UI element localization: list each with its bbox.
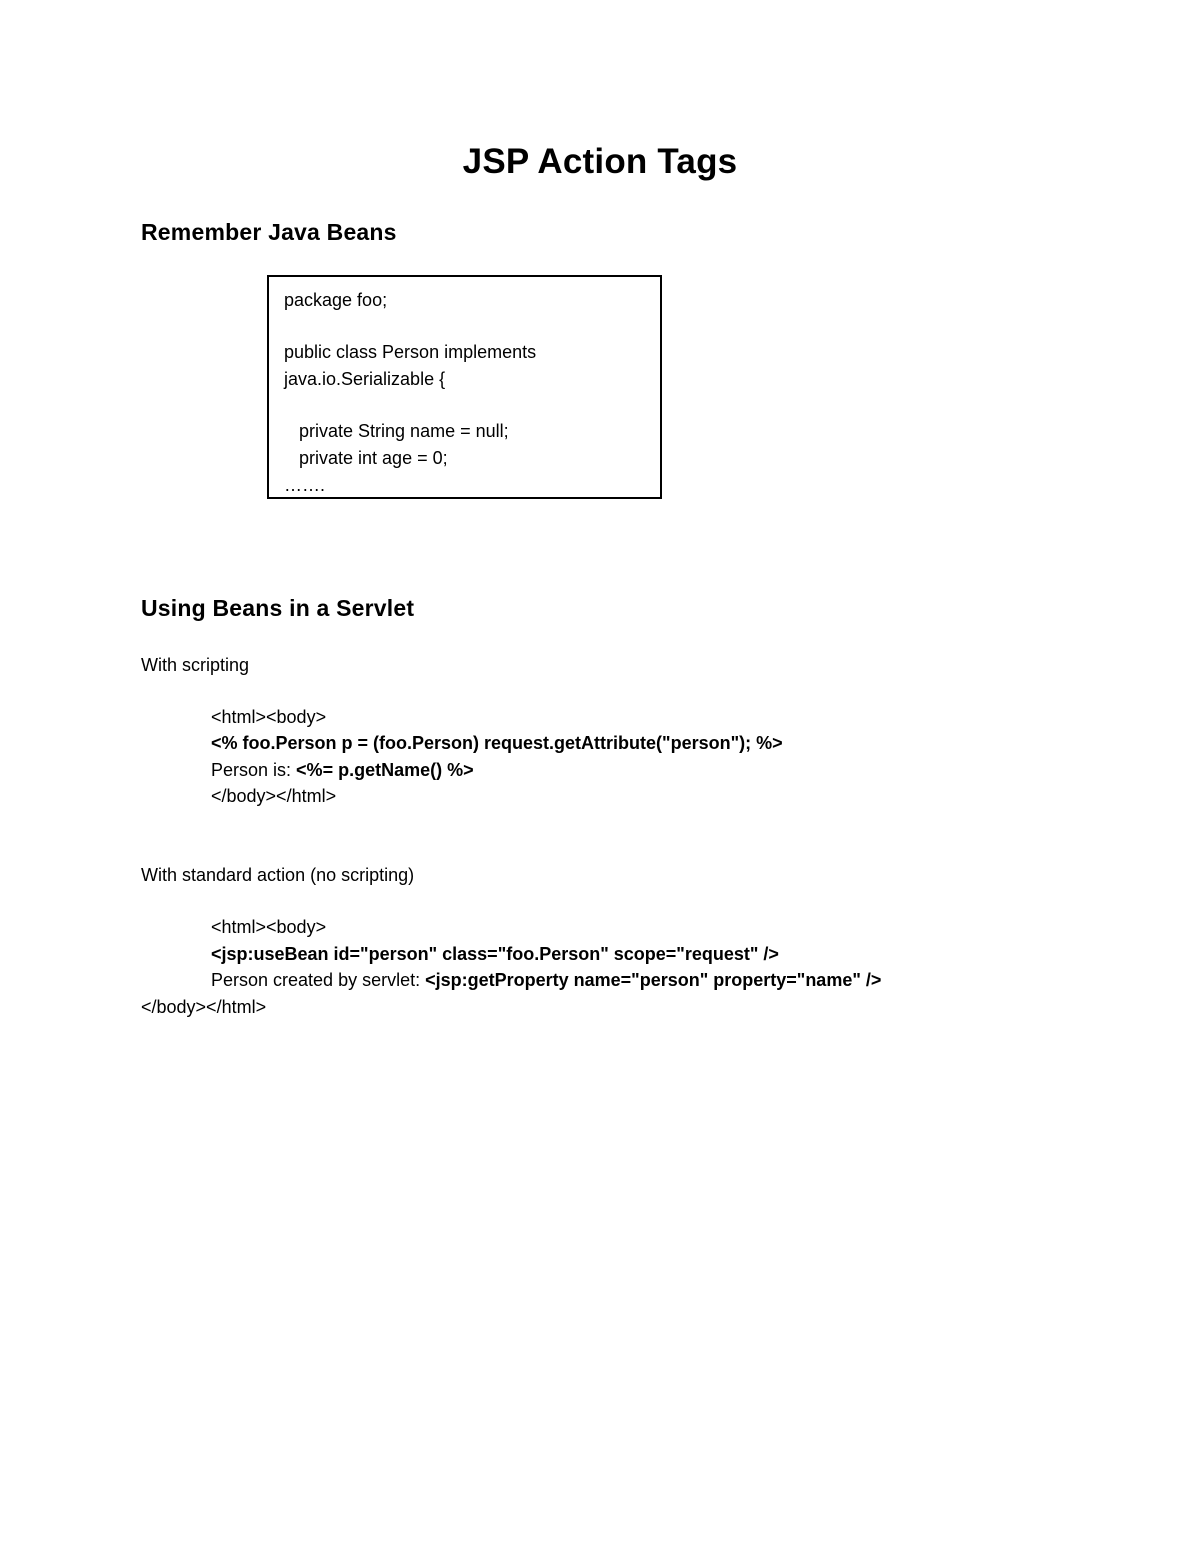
code-line: public class Person implements: [284, 342, 537, 362]
standard-code-line: <jsp:useBean id="person" class="foo.Person" scope="request" />: [211, 944, 779, 964]
standard-code-line: [211, 967, 881, 993]
scripting-code-line: <% foo.Person p = (foo.Person) request.getAttribute("person"); %>: [211, 733, 783, 753]
scripting-code-line: <html><body>: [211, 707, 327, 727]
label-with-standard-action: With standard action (no scripting): [141, 865, 415, 885]
page-title: JSP Action Tags: [462, 142, 738, 181]
scripting-code-text: Person is:: [211, 760, 297, 780]
code-line: java.io.Serializable {: [284, 369, 446, 389]
heading-using-beans-in-servlet: Using Beans in a Servlet: [141, 595, 415, 621]
standard-code-tag: <jsp:getProperty name="person" property="name" />: [425, 970, 882, 990]
java-bean-code-box: [267, 275, 662, 499]
code-line: package foo;: [284, 290, 388, 310]
standard-code-line: </body></html>: [141, 997, 267, 1017]
scripting-code-expression: <%= p.getName() %>: [296, 760, 474, 780]
scripting-code-line: [211, 757, 474, 783]
label-with-scripting: With scripting: [141, 655, 250, 675]
code-line: …….: [284, 475, 326, 495]
standard-code-text: Person created by servlet:: [211, 970, 426, 990]
scripting-code-line: </body></html>: [211, 786, 337, 806]
code-line: private String name = null;: [284, 421, 509, 441]
heading-remember-java-beans: Remember Java Beans: [141, 219, 397, 245]
standard-code-line: <html><body>: [211, 917, 327, 937]
code-line: private int age = 0;: [284, 448, 448, 468]
